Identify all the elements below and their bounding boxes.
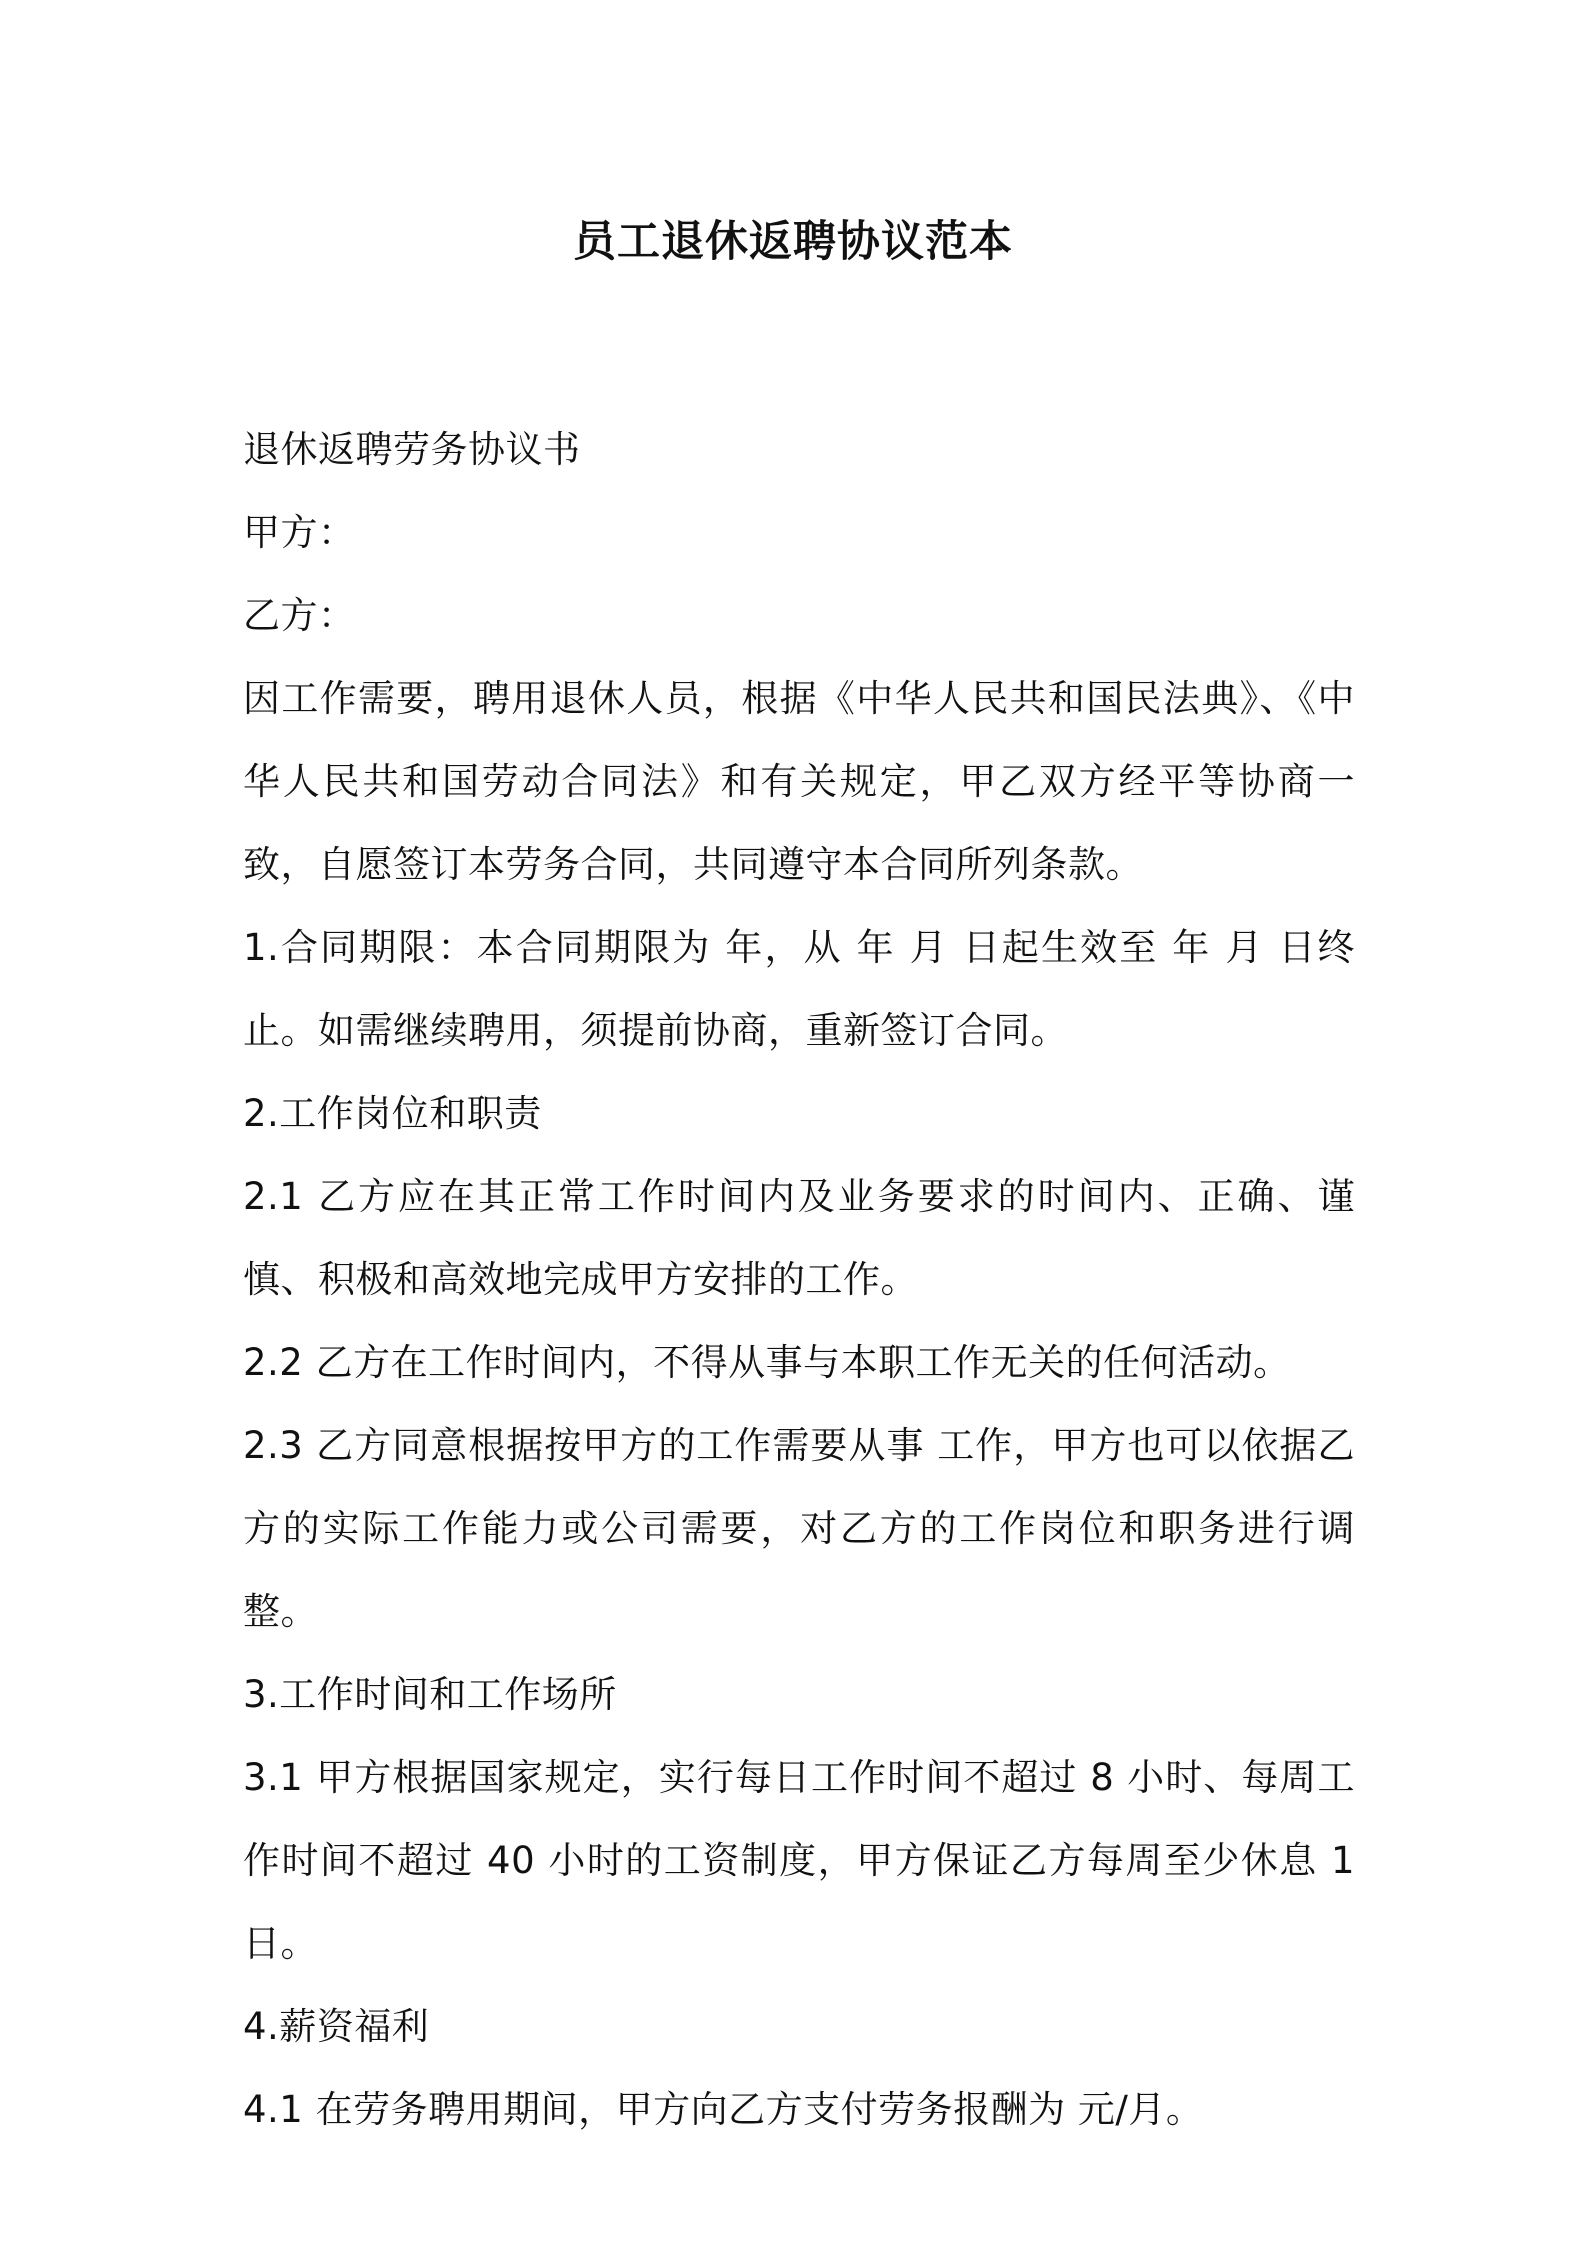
section-2-heading: 2.工作岗位和职责 xyxy=(243,1092,542,1135)
party-b-line: 乙方： xyxy=(243,594,356,637)
agreement-heading: 退休返聘劳务协议书 xyxy=(243,428,581,471)
clause-2-3: 2.3 乙方同意根据按甲方的工作需要从事 工作，甲方也可以依据乙方的实际工作能力或公司需要，对乙方的工作岗位和职务进行调整。 xyxy=(243,1424,1355,1633)
clause-4-1: 4.1 在劳务聘用期间，甲方向乙方支付劳务报酬为 元/月。 xyxy=(243,2088,1204,2131)
clause-2-1: 2.1 乙方应在其正常工作时间内及业务要求的时间内、正确、谨慎、积极和高效地完成甲方安排的工作。 xyxy=(243,1175,1355,1301)
clause-3-1: 3.1 甲方根据国家规定，实行每日工作时间不超过 8 小时、每周工作时间不超过 40 小时的工资制度，甲方保证乙方每周至少休息 1 日。 xyxy=(243,1756,1355,1965)
document-body xyxy=(243,408,1355,2151)
party-a-line: 甲方： xyxy=(243,511,356,554)
preamble-paragraph: 因工作需要，聘用退休人员，根据《中华人民共和国民法典》、《中华人民共和国劳动合同法》和有关规定，甲乙双方经平等协商一致，自愿签订本劳务合同，共同遵守本合同所列条款。 xyxy=(243,677,1355,886)
clause-1-contract-term: 1.合同期限：本合同期限为 年，从 年 月 日起生效至 年 月 日终止。如需继续聘用，须提前协商，重新签订合同。 xyxy=(243,926,1355,1052)
section-3-heading: 3.工作时间和工作场所 xyxy=(243,1673,617,1716)
clause-2-2: 2.2 乙方在工作时间内，不得从事与本职工作无关的任何活动。 xyxy=(243,1341,1291,1384)
section-4-heading: 4.薪资福利 xyxy=(243,2005,430,2048)
document-title: 员工退休返聘协议范本 xyxy=(573,217,1013,267)
